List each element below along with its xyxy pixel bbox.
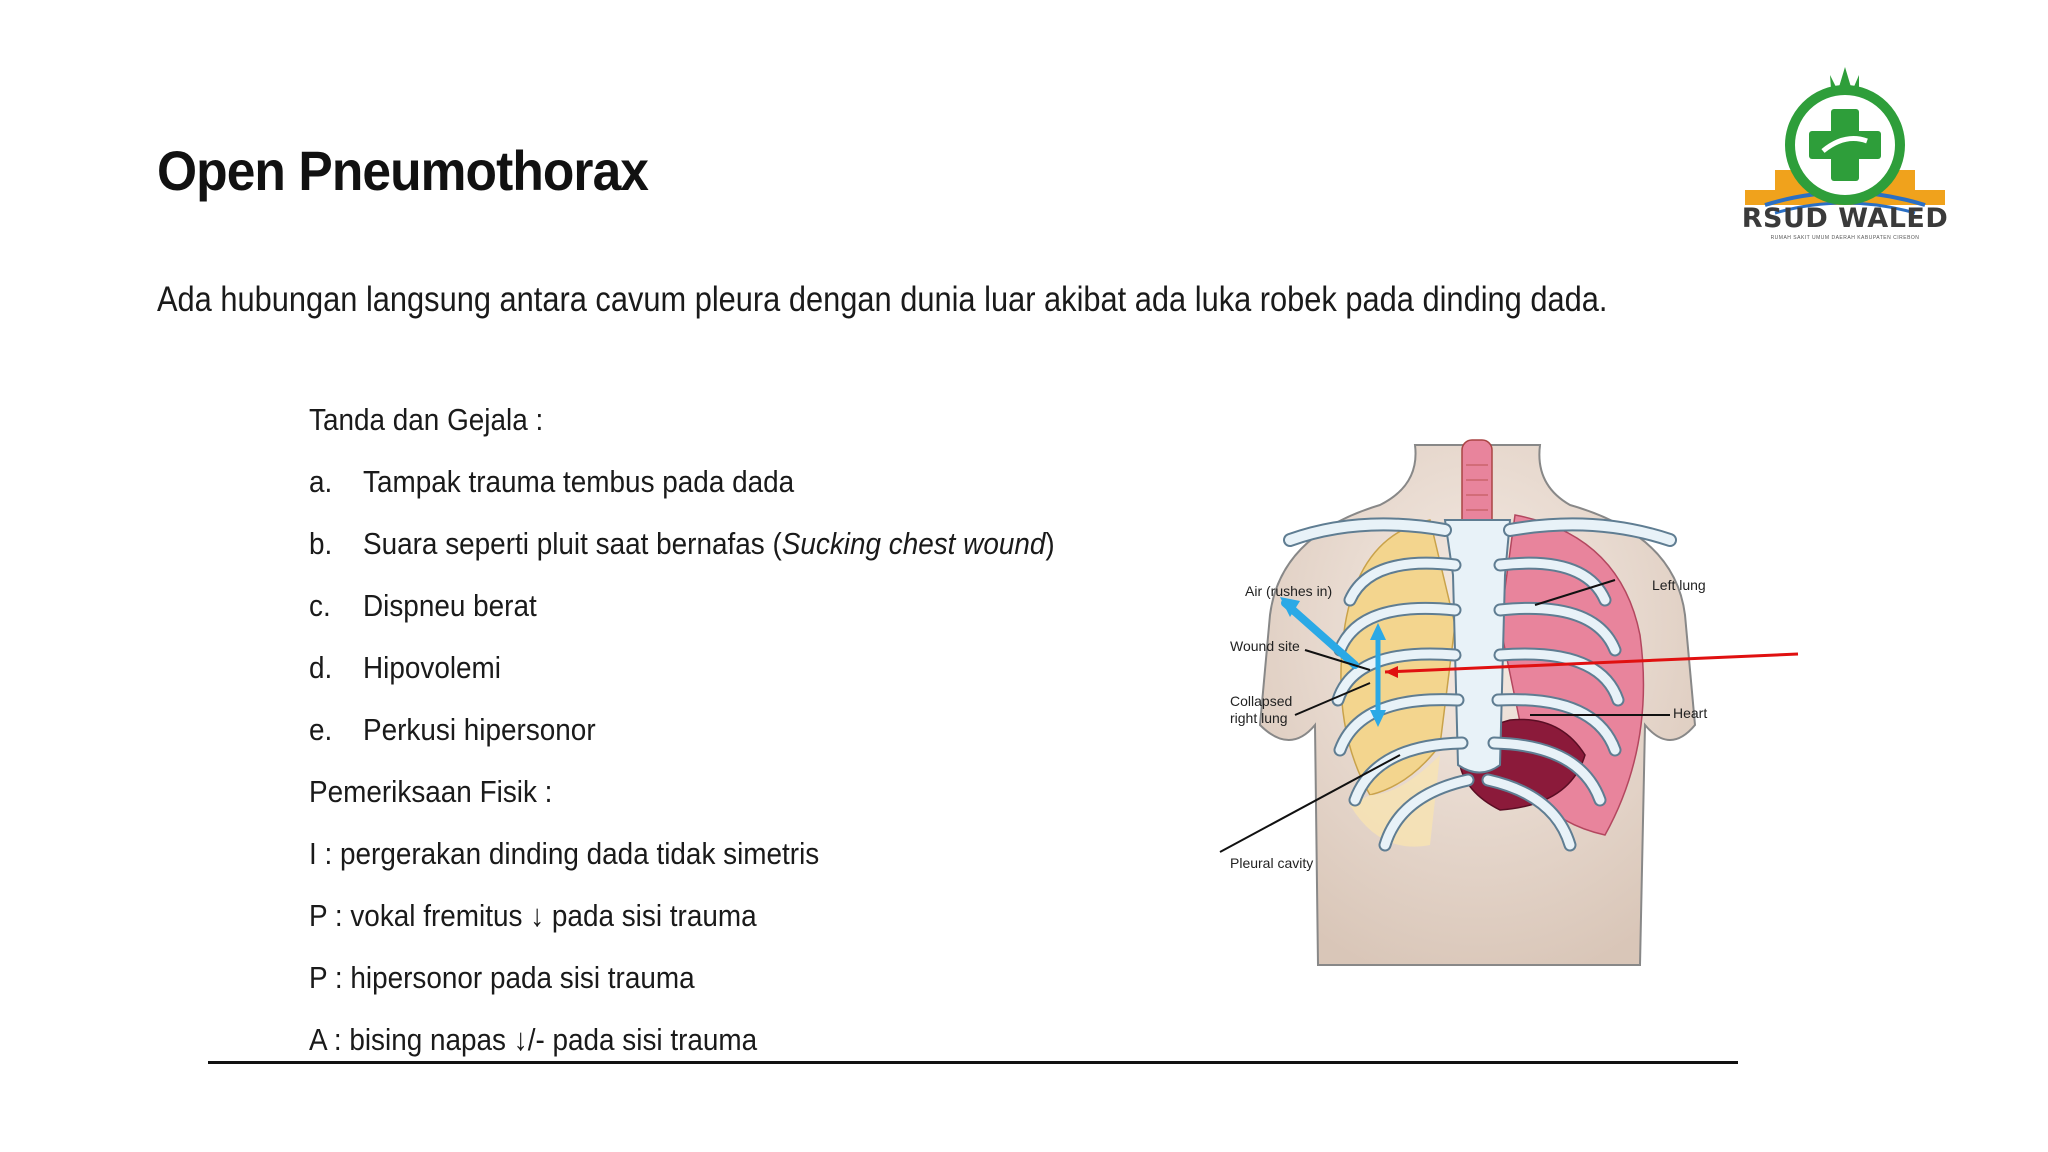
label-collapsed-1: Collapsed <box>1230 693 1293 709</box>
list-marker: c. <box>309 588 331 623</box>
slide-title: Open Pneumothorax <box>157 139 649 202</box>
list-text-italic: Sucking chest wound <box>781 526 1046 561</box>
label-collapsed-2: right lung <box>1230 710 1288 726</box>
trachea <box>1462 440 1492 530</box>
list-marker: a. <box>309 464 333 499</box>
logo-tagline: RUMAH SAKIT UMUM DAERAH KABUPATEN CIREBON <box>1770 235 1920 241</box>
tanda-heading: Tanda dan Gejala : <box>309 402 544 437</box>
list-item <box>309 460 1119 522</box>
fisik-item: P : vokal fremitus ↓ pada sisi trauma <box>309 898 757 933</box>
list-item <box>309 522 1119 584</box>
list-marker: b. <box>309 526 333 561</box>
list-text: ) <box>1045 526 1055 561</box>
list-item <box>309 708 1119 770</box>
logo-name: RSUD WALED <box>1741 203 1949 234</box>
fisik-item: P : hipersonor pada sisi trauma <box>309 960 695 995</box>
list-text: Tampak trauma tembus pada dada <box>363 464 795 499</box>
label-pleural-cavity: Pleural cavity <box>1230 855 1314 871</box>
list-item <box>309 646 1119 708</box>
list-text: Perkusi hipersonor <box>363 712 596 747</box>
fisik-heading: Pemeriksaan Fisik : <box>309 774 553 809</box>
list-marker: d. <box>309 650 333 685</box>
list-text: Hipovolemi <box>363 650 502 685</box>
label-air: Air (rushes in) <box>1245 583 1333 599</box>
label-left-lung: Left lung <box>1652 577 1706 593</box>
list-text: Dispneu berat <box>363 588 537 623</box>
content-list <box>309 398 1119 1080</box>
label-heart: Heart <box>1673 705 1708 721</box>
fisik-item: A : bising napas ↓/- pada sisi trauma <box>309 1022 758 1057</box>
label-wound-site: Wound site <box>1230 638 1300 654</box>
list-marker: e. <box>309 712 333 747</box>
slide-subtitle: Ada hubungan langsung antara cavum pleura dengan dunia luar akibat ada luka robek pada dinding dada. <box>157 280 1608 319</box>
list-text: Suara seperti pluit saat bernafas ( <box>363 526 782 561</box>
fisik-item: I : pergerakan dinding dada tidak simetris <box>309 836 820 871</box>
bottom-rule <box>208 1061 1738 1064</box>
list-item <box>309 584 1119 646</box>
